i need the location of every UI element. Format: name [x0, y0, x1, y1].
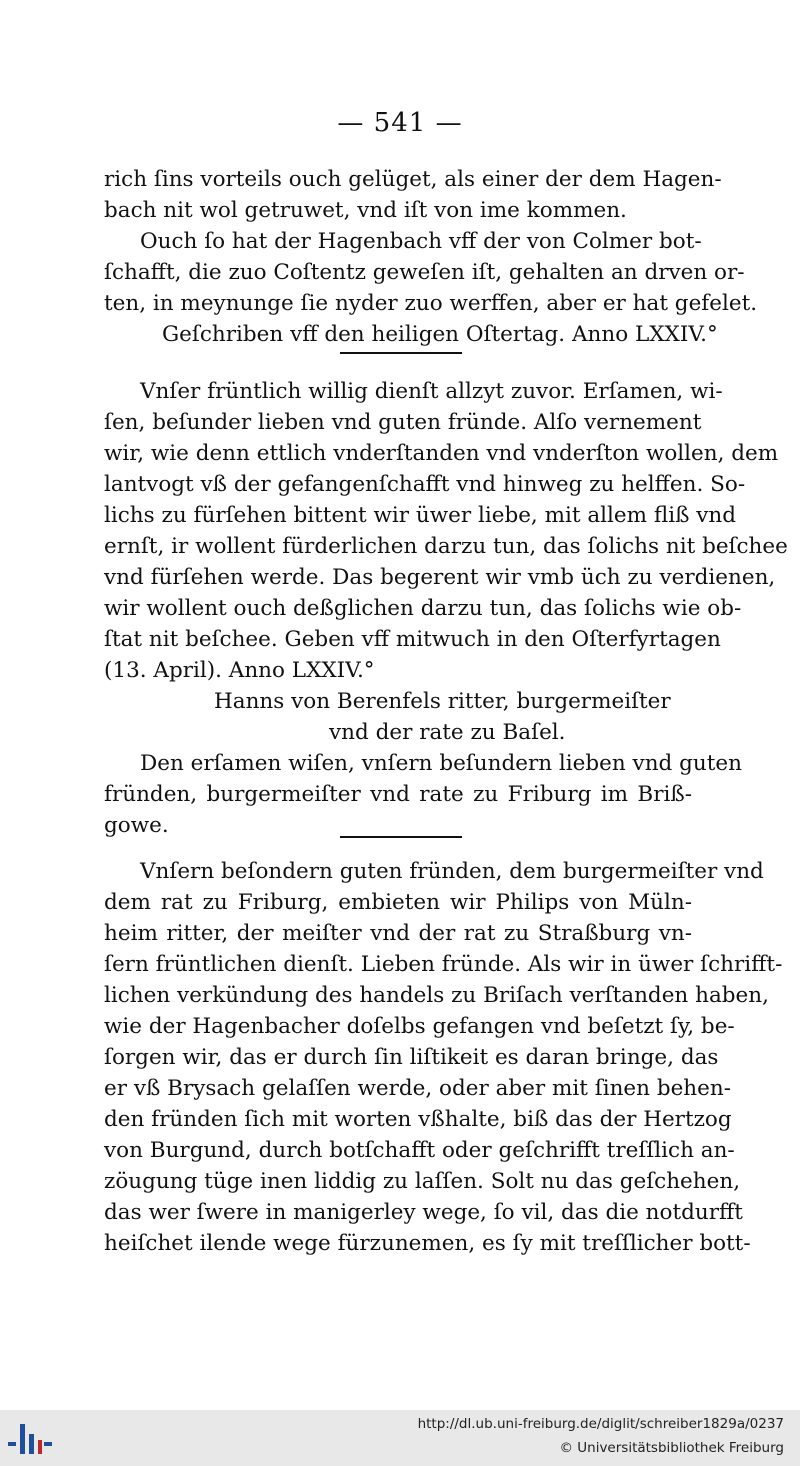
text-line: ſtat nit beſchee. Geben vff mitwuch in den Oſterfyrtagen	[104, 627, 721, 652]
text-line: von Burgund, durch botſchafft oder geſchrifft treſſlich an-	[104, 1138, 735, 1163]
address-line: Den erſamen wiſen, vnſern beſundern lieben vnd guten	[140, 751, 742, 776]
address-line: gowe.	[104, 813, 169, 838]
text-line: ſern früntlichen dienſt. Lieben fründe. Als wir in üwer ſchrifft-	[104, 952, 783, 977]
signature-line: Hanns von Berenfels ritter, burgermeiſter	[214, 689, 671, 714]
text-line: er vß Brysach gelaſſen werde, oder aber mit ſinen behen-	[104, 1076, 731, 1101]
text-line: vnd fürſehen werde. Das begerent wir vmb üch zu verdienen,	[104, 565, 776, 590]
text-line: ſchafft, die zuo Coſtentz geweſen iſt, gehalten an drven or-	[104, 260, 745, 285]
text-line: zöugung tüge inen liddig zu laſſen. Solt nu das geſchehen,	[104, 1169, 741, 1194]
text-line: ernſt, ir wollent fürderlichen darzu tun, das ſolichs nit beſchee	[104, 534, 788, 559]
text-line: wir wollent ouch deßglichen darzu tun, das ſolichs wie ob-	[104, 596, 742, 621]
text-line: lantvogt vß der gefangenſchafft vnd hinweg zu helffen. So-	[104, 472, 746, 497]
viewer-footer	[0, 1410, 800, 1466]
text-line: ten, in meynunge ſie nyder zuo werffen, aber er hat gefelet.	[104, 291, 758, 316]
text-line: Vnſer früntlich willig dienſt allzyt zuvor. Erſamen, wi-	[140, 379, 723, 404]
text-line: lichs zu fürſehen bittent wir üwer liebe, mit allem fliß vnd	[104, 503, 737, 528]
text-line: wir, wie denn ettlich vnderſtanden vnd vnderſton wollen, dem	[104, 441, 779, 466]
address-line: fründen, burgermeiſter vnd rate zu Friburg im Briß-	[104, 782, 692, 807]
text-block-letter-end	[104, 164, 758, 350]
text-block-basel-letter	[104, 376, 788, 841]
text-line: (13. April). Anno LXXIV.°	[104, 658, 375, 683]
text-line: lichen verkündung des handels zu Briſach verſtanden haben,	[104, 983, 769, 1008]
copyright-notice: © Universitätsbibliothek Freiburg	[559, 1440, 784, 1456]
text-line: den fründen ſich mit worten vßhalte, biß das der Hertzog	[104, 1107, 732, 1132]
signature-line: vnd der rate zu Baſel.	[329, 720, 566, 745]
text-line: rich ſins vorteils ouch gelüget, als einer der dem Hagen-	[104, 167, 722, 192]
text-line: bach nit wol getruwet, vnd iſt von ime kommen.	[104, 198, 627, 223]
text-line: heim ritter, der meiſter vnd der rat zu Straßburg vn-	[104, 921, 692, 946]
text-block-strassburg-letter	[104, 856, 783, 1259]
text-line: Ouch ſo hat der Hagenbach vff der von Colmer bot-	[140, 229, 702, 254]
text-line: Vnſern beſondern guten fründen, dem burgermeiſter vnd	[140, 859, 764, 884]
text-line: dem rat zu Friburg, embieten wir Philips von Müln-	[104, 890, 692, 915]
section-divider	[340, 836, 462, 838]
library-logo-icon[interactable]	[8, 1420, 52, 1458]
text-line: heiſchet ilende wege fürzunemen, es ſy mit treſſlicher bott-	[104, 1231, 751, 1256]
text-line: wie der Hagenbacher doſelbs gefangen vnd beſetzt ſy, be-	[104, 1014, 735, 1039]
text-line: ſen, beſunder lieben vnd guten fründe. Alſo vernement	[104, 410, 702, 435]
text-line: Geſchriben vff den heiligen Oſtertag. Anno LXXIV.°	[162, 322, 718, 347]
permalink-url[interactable]: http://dl.ub.uni-freiburg.de/diglit/schreiber1829a/0237	[417, 1416, 784, 1432]
page-number: — 541 —	[337, 108, 463, 138]
section-divider	[340, 352, 462, 354]
text-line: das wer ſwere in manigerley wege, ſo vil, das die notdurfft	[104, 1200, 743, 1225]
text-line: ſorgen wir, das er durch ſin liſtikeit es daran bringe, das	[104, 1045, 719, 1070]
